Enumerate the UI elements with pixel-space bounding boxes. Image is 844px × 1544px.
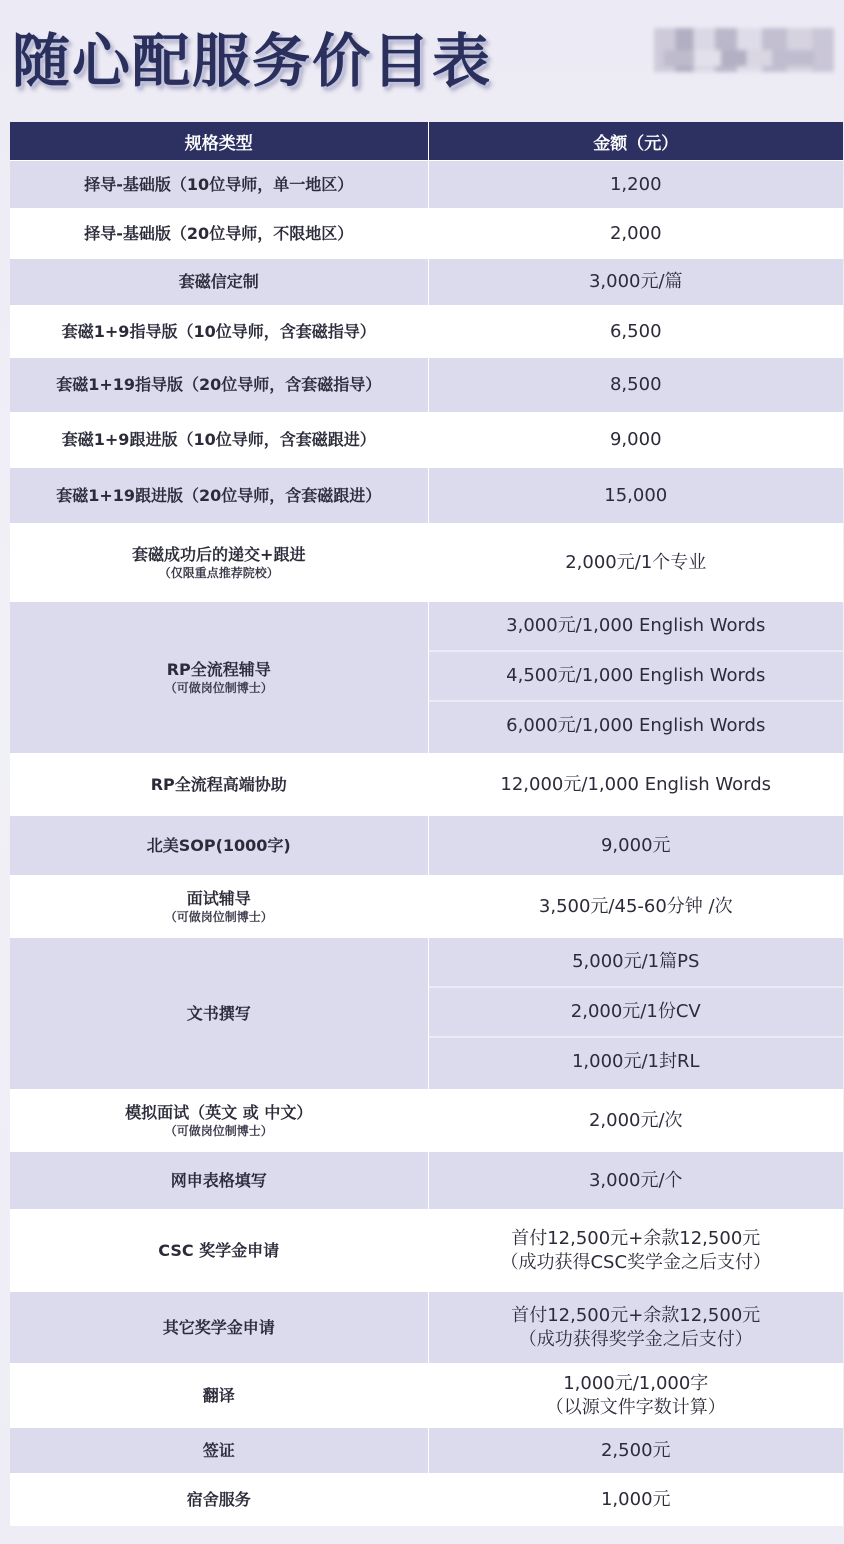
table-row: [10, 1090, 843, 1152]
service-name: 其它奖学金申请: [162, 1317, 275, 1337]
price-cell: [428, 524, 843, 602]
price-cell: [428, 1292, 843, 1364]
column-header-spec: 规格类型: [10, 122, 428, 161]
price-value: 3,500元/45-60分钟 /次: [538, 895, 733, 917]
service-name: 套磁成功后的递交+跟进: [132, 545, 306, 564]
price-note: （成功获得奖学金之后支付）: [518, 1328, 753, 1350]
price-cell: [428, 1364, 843, 1428]
service-name: 择导-基础版（10位导师，单一地区）: [84, 174, 354, 194]
page-header: [0, 0, 844, 118]
price-cell: [428, 209, 843, 259]
service-name: CSC 奖学金申请: [158, 1240, 280, 1260]
price-value: 9,000元: [600, 834, 671, 856]
price-value: 8,500: [609, 374, 662, 395]
price-cell: [428, 358, 843, 413]
service-name-cell: [10, 754, 428, 816]
price-cell: [428, 876, 843, 938]
price-table: [10, 122, 843, 1526]
price-cell: [428, 938, 843, 1090]
table-row: [10, 1474, 843, 1526]
service-name: 套磁1+9指导版（10位导师，含套磁指导）: [61, 321, 376, 341]
service-name-cell: [10, 161, 428, 209]
table-row: [10, 1210, 843, 1292]
table-row: [10, 209, 843, 259]
price-value: 2,500元: [600, 1439, 671, 1461]
service-name-cell: [10, 1364, 428, 1428]
service-name-cell: [10, 306, 428, 358]
service-name: 套磁1+19跟进版（20位导师，含套磁跟进）: [56, 485, 382, 505]
service-note: （可做岗位制博士）: [164, 1124, 273, 1138]
price-option: 1,000元/1封RL: [571, 1051, 700, 1072]
service-name-cell: [10, 259, 428, 306]
price-cell: [428, 413, 843, 468]
table-row: [10, 161, 843, 209]
service-name-cell: [10, 1090, 428, 1152]
price-cell: [428, 1152, 843, 1210]
column-header-amount: 金额（元）: [428, 122, 843, 161]
service-name: 签证: [202, 1440, 235, 1460]
service-name-cell: [10, 1474, 428, 1526]
service-name-cell: [10, 602, 428, 754]
table-row: [10, 1364, 843, 1428]
service-name-cell: [10, 524, 428, 602]
table-row: [10, 602, 843, 754]
service-name-cell: [10, 938, 428, 1090]
price-value: 2,000: [609, 222, 662, 244]
service-name: 套磁1+9跟进版（10位导师，含套磁跟进）: [61, 430, 376, 449]
price-value: 1,200: [609, 173, 662, 195]
price-note: （以源文件字数计算）: [545, 1396, 726, 1418]
table-body: [10, 161, 843, 1526]
service-name: 翻译: [202, 1385, 235, 1405]
price-value: 1,000元: [600, 1488, 671, 1510]
price-value: 9,000: [609, 429, 662, 450]
service-name-cell: [10, 816, 428, 876]
service-name: 套磁1+19指导版（20位导师，含套磁指导）: [56, 375, 382, 394]
service-name: 网申表格填写: [170, 1170, 267, 1190]
price-value: 15,000: [604, 484, 668, 506]
price-option: 2,000元/1份CV: [429, 988, 844, 1038]
price-cell: [428, 1428, 843, 1474]
service-name: 文书撰写: [186, 1003, 251, 1023]
price-cell: [428, 468, 843, 524]
service-name: 套磁信定制: [178, 272, 259, 291]
table-row: [10, 259, 843, 306]
table-row: [10, 358, 843, 413]
price-cell: [428, 1210, 843, 1292]
table-row: [10, 468, 843, 524]
price-cell: [428, 161, 843, 209]
service-name-cell: [10, 468, 428, 524]
price-option: 3,000元/1,000 English Words: [429, 602, 844, 652]
service-name: RP全流程高端协助: [150, 774, 287, 794]
price-note: （成功获得CSC奖学金之后支付）: [500, 1251, 772, 1273]
price-value: 12,000元/1,000 English Words: [500, 773, 772, 795]
price-value: 1,000元/1,000字: [563, 1372, 709, 1394]
table-row: [10, 816, 843, 876]
service-name-cell: [10, 413, 428, 468]
service-name-cell: [10, 876, 428, 938]
service-name: 北美SOP(1000字): [146, 835, 291, 855]
price-cell: [428, 816, 843, 876]
blurred-logo: [654, 28, 834, 72]
price-cell: [428, 1090, 843, 1152]
price-cell: [428, 259, 843, 306]
price-value: 6,500: [609, 320, 662, 342]
table-row: [10, 413, 843, 468]
service-name: 面试辅导: [186, 889, 251, 908]
table-row: [10, 306, 843, 358]
service-note: （仅限重点推荐院校）: [158, 566, 279, 580]
table-row: [10, 876, 843, 938]
service-name-cell: [10, 209, 428, 259]
table-row: [10, 1152, 843, 1210]
price-value: 3,000元/个: [588, 1169, 683, 1191]
service-name-cell: [10, 1292, 428, 1364]
table-row: [10, 754, 843, 816]
service-name: 择导-基础版（20位导师，不限地区）: [84, 223, 354, 243]
service-note: （可做岗位制博士）: [164, 681, 273, 695]
price-value: 首付12,500元+余款12,500元: [511, 1304, 761, 1326]
price-option: 5,000元/1篇PS: [429, 938, 844, 988]
price-cell: [428, 602, 843, 754]
service-name-cell: [10, 358, 428, 413]
price-option: 6,000元/1,000 English Words: [506, 715, 766, 736]
page-title: 随心配服务价目表: [12, 27, 493, 95]
price-value: 首付12,500元+余款12,500元: [511, 1227, 761, 1249]
table-header-row: [10, 122, 843, 161]
price-cell: [428, 1474, 843, 1526]
table-row: [10, 1428, 843, 1474]
table-row: [10, 938, 843, 1090]
service-note: （可做岗位制博士）: [164, 910, 273, 924]
service-name-cell: [10, 1152, 428, 1210]
service-name-cell: [10, 1210, 428, 1292]
price-cell: [428, 306, 843, 358]
service-name: 宿舍服务: [186, 1489, 251, 1509]
service-name: 模拟面试（英文 或 中文）: [125, 1103, 313, 1122]
price-option: 4,500元/1,000 English Words: [429, 652, 844, 702]
table-row: [10, 524, 843, 602]
table-row: [10, 1292, 843, 1364]
service-name-cell: [10, 1428, 428, 1474]
service-name: RP全流程辅导: [166, 660, 271, 679]
price-value: 3,000元/篇: [588, 271, 683, 292]
price-cell: [428, 754, 843, 816]
price-value: 2,000元/1个专业: [565, 551, 707, 573]
price-value: 2,000元/次: [588, 1109, 683, 1131]
